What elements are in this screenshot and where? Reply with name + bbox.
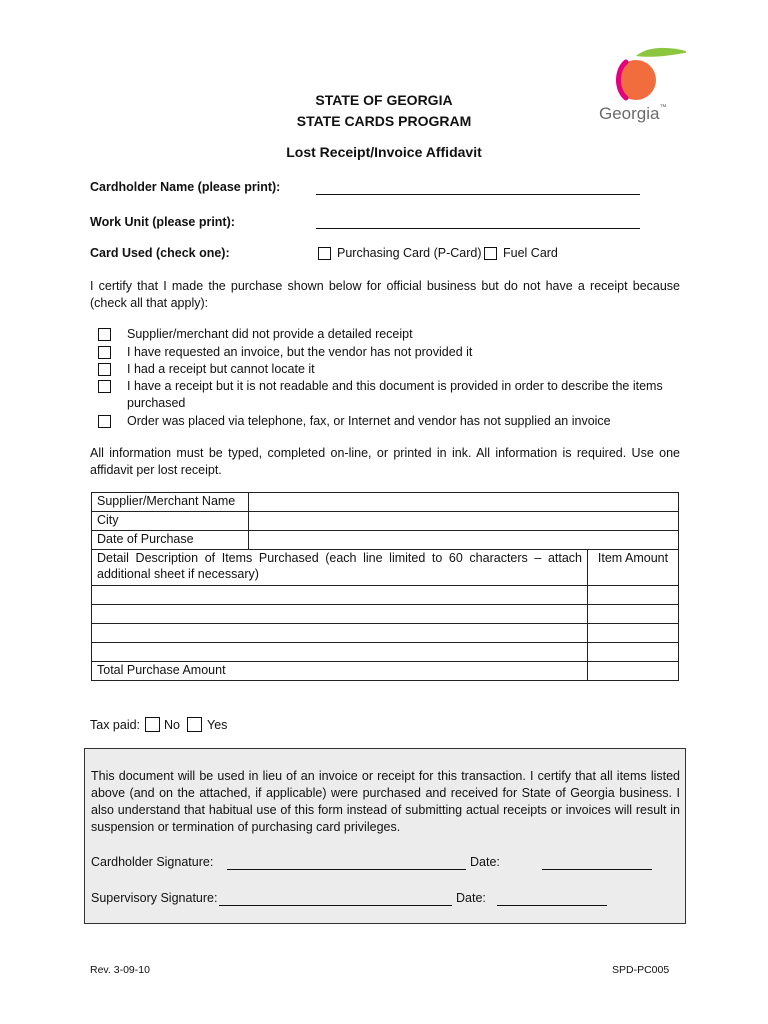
fuel-card-label: Fuel Card xyxy=(503,246,558,260)
cardholder-signature-label: Cardholder Signature: xyxy=(91,855,214,869)
amount-cell[interactable] xyxy=(588,624,679,643)
reason-checkbox[interactable] xyxy=(98,415,111,428)
revision-label: Rev. 3-09-10 xyxy=(90,964,150,976)
cardholder-date-label: Date: xyxy=(470,855,500,869)
cardholder-name-label: Cardholder Name (please print): xyxy=(90,180,281,194)
work-unit-label: Work Unit (please print): xyxy=(90,215,235,229)
certify-text: I certify that I made the purchase shown below for official business but do not have a receipt because (check all that apply): xyxy=(90,279,680,310)
fuel-card-checkbox[interactable] xyxy=(484,247,497,260)
detail-line-cell[interactable] xyxy=(92,643,588,662)
purchase-table xyxy=(91,492,679,681)
city-cell[interactable] xyxy=(249,512,679,531)
reason-checkbox[interactable] xyxy=(98,380,111,393)
cardholder-signature-line[interactable] xyxy=(227,855,466,870)
certification-statement: This document will be used in lieu of an invoice or receipt for this transaction. I certify that all items listed above (and on the attached, if applicable) were purchased and received for State of Georgia business. I also understand that habitual use of this form instead of submitting actual receipts or invoices will result in suspension or termination of purchasing card privileges. xyxy=(91,769,680,834)
card-used-label: Card Used (check one): xyxy=(90,246,230,260)
work-unit-line[interactable] xyxy=(316,214,640,229)
reason-checkbox[interactable] xyxy=(98,328,111,341)
detail-line-cell[interactable] xyxy=(92,586,588,605)
supervisory-signature-line[interactable] xyxy=(219,891,452,906)
reason-label: I had a receipt but cannot locate it xyxy=(127,362,315,376)
supplier-label: Supplier/Merchant Name xyxy=(92,493,249,512)
reason-label: I have a receipt but it is not readable and this document is provided in order to describe the items purchased xyxy=(127,379,663,410)
date-of-purchase-label: Date of Purchase xyxy=(92,531,249,550)
item-amount-header: Item Amount xyxy=(588,550,679,586)
tax-paid-label: Tax paid: xyxy=(90,718,141,732)
detail-description-header: Detail Description of Items Purchased (each line limited to 60 characters – attach additional sheet if necessary) xyxy=(92,550,588,586)
tax-no-label: No xyxy=(164,718,180,732)
supplier-cell[interactable] xyxy=(249,493,679,512)
form-id-label: SPD-PC005 xyxy=(612,964,670,976)
pcard-checkbox[interactable] xyxy=(318,247,331,260)
form-title: Lost Receipt/Invoice Affidavit xyxy=(286,144,482,160)
program-heading: STATE CARDS PROGRAM xyxy=(296,113,472,129)
reason-label: I have requested an invoice, but the vendor has not provided it xyxy=(127,345,473,359)
detail-line-cell[interactable] xyxy=(92,605,588,624)
cardholder-name-line[interactable] xyxy=(316,180,640,195)
supervisory-date-label: Date: xyxy=(456,891,486,905)
total-amount-cell[interactable] xyxy=(588,662,679,681)
reason-checkbox[interactable] xyxy=(98,363,111,376)
detail-line-cell[interactable] xyxy=(92,624,588,643)
state-heading: STATE OF GEORGIA xyxy=(315,92,453,108)
tax-yes-checkbox[interactable] xyxy=(187,717,202,732)
amount-cell[interactable] xyxy=(588,605,679,624)
pcard-label: Purchasing Card (P-Card) xyxy=(337,246,482,260)
city-label: City xyxy=(92,512,249,531)
reason-label: Order was placed via telephone, fax, or Internet and vendor has not supplied an invoice xyxy=(127,414,611,428)
tax-no-checkbox[interactable] xyxy=(145,717,160,732)
reason-checkbox[interactable] xyxy=(98,346,111,359)
logo-wordmark: Georgia™ xyxy=(599,104,667,123)
total-purchase-label: Total Purchase Amount xyxy=(92,662,588,681)
amount-cell[interactable] xyxy=(588,586,679,605)
supervisory-signature-label: Supervisory Signature: xyxy=(91,891,218,905)
supervisory-date-line[interactable] xyxy=(497,891,607,906)
tax-yes-label: Yes xyxy=(207,718,228,732)
amount-cell[interactable] xyxy=(588,643,679,662)
reason-label: Supplier/merchant did not provide a detailed receipt xyxy=(127,327,413,341)
cardholder-date-line[interactable] xyxy=(542,855,652,870)
info-text: All information must be typed, completed on-line, or printed in ink. All information is required. Use one affidavit per lost receipt. xyxy=(90,446,680,477)
date-of-purchase-cell[interactable] xyxy=(249,531,679,550)
